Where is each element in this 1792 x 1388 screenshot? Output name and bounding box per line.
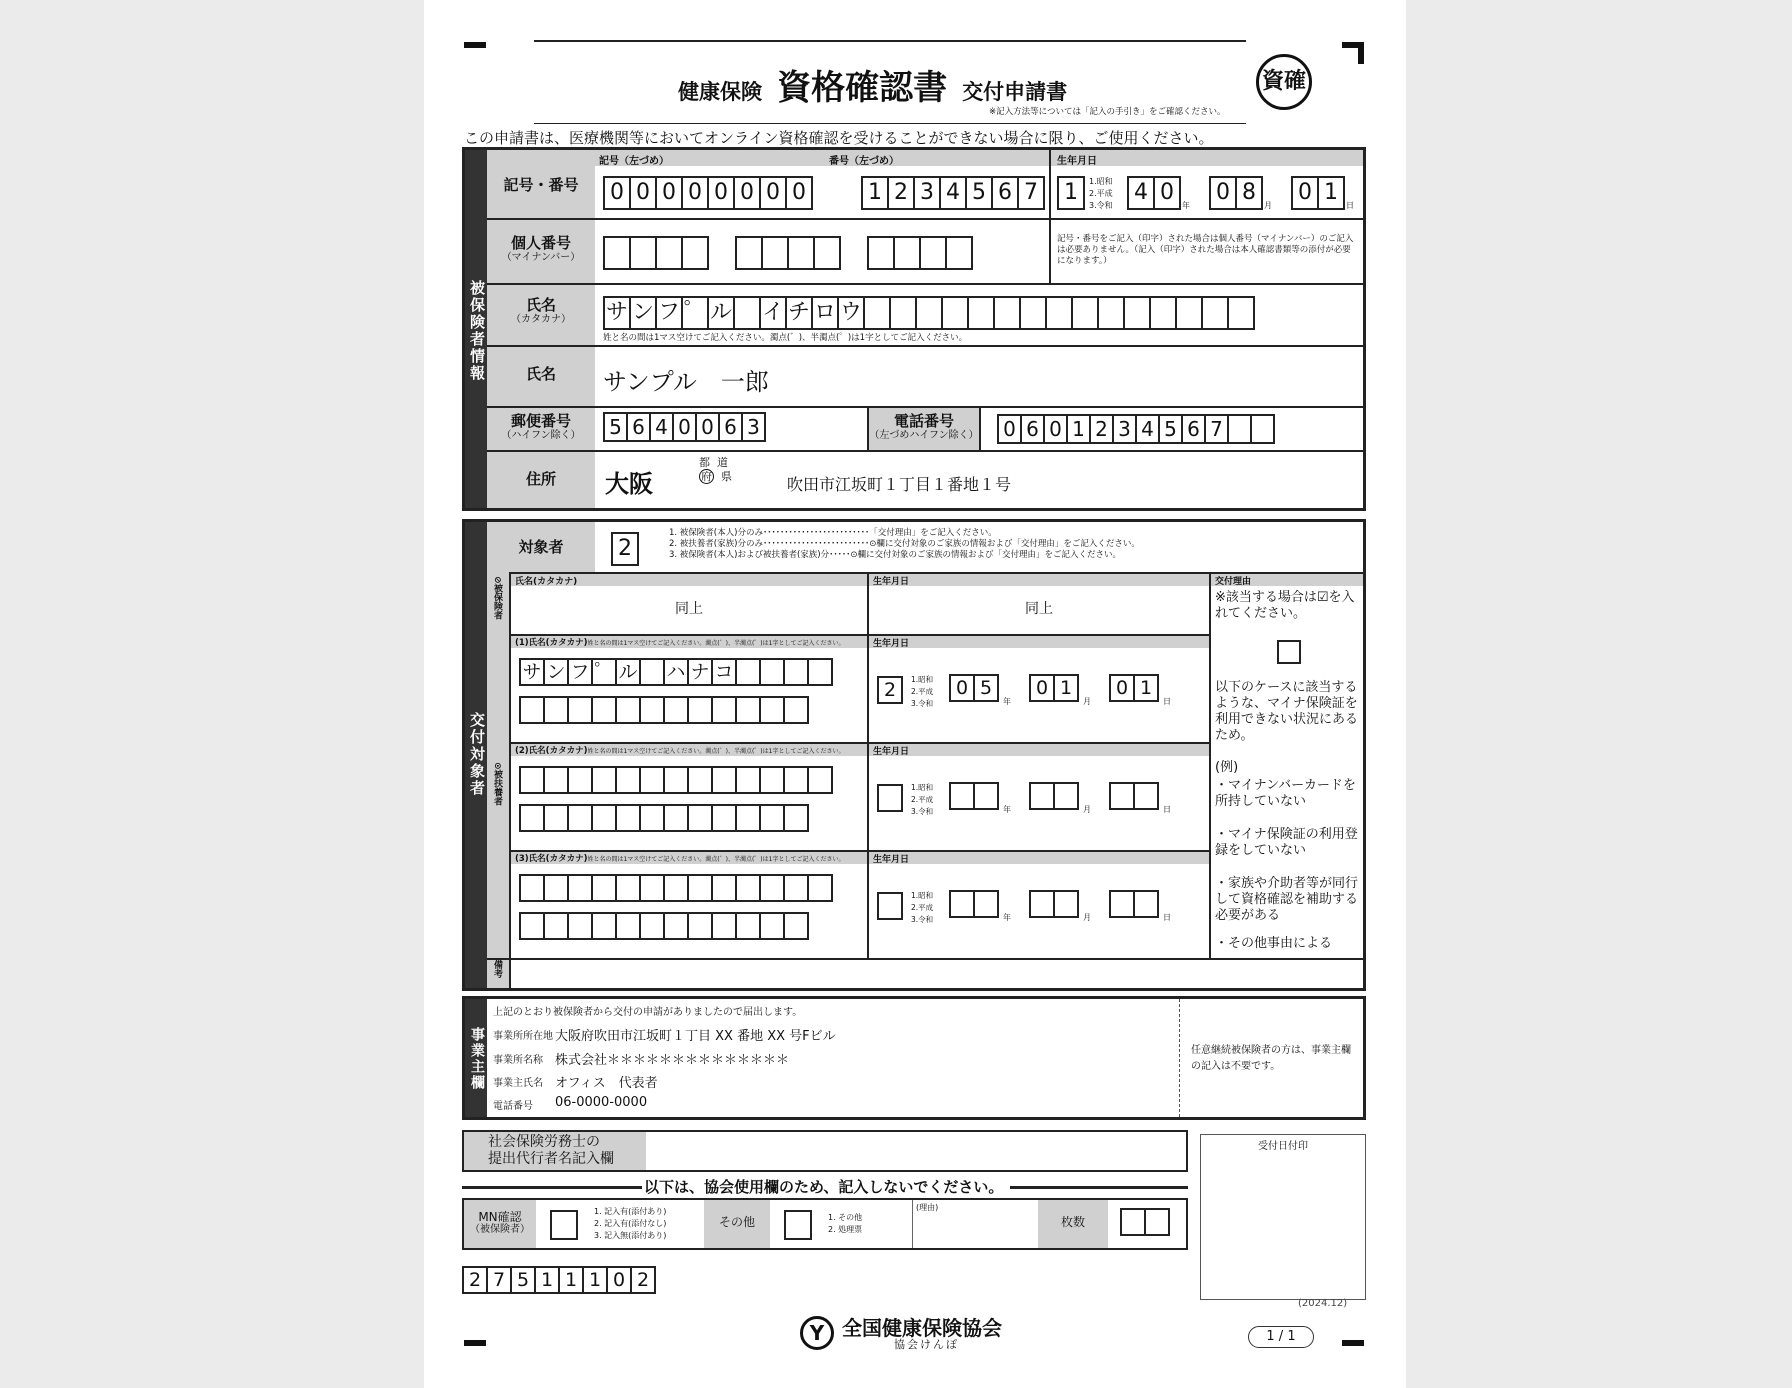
mynumber-boxes[interactable] xyxy=(603,236,971,270)
agent-field[interactable]: 社会保険労務士の 提出代行者名記入欄 xyxy=(462,1130,1188,1172)
char-box[interactable]: ル xyxy=(615,658,641,686)
section-side-label: 交付対象者 xyxy=(468,712,486,797)
char-box[interactable] xyxy=(807,766,833,794)
char-box[interactable] xyxy=(567,804,593,832)
dependent-kana-row1[interactable] xyxy=(519,874,831,902)
receipt-stamp-box: 受付日付印 xyxy=(1200,1134,1366,1300)
char-box[interactable]: 6 xyxy=(1020,414,1045,444)
char-box[interactable] xyxy=(639,658,665,686)
dependent-month-boxes[interactable] xyxy=(1029,782,1077,810)
office-name[interactable]: 株式会社＊＊＊＊＊＊＊＊＊＊＊＊＊＊ xyxy=(555,1053,790,1068)
char-box[interactable]: サ xyxy=(519,658,545,686)
char-box[interactable]: フ xyxy=(567,658,593,686)
application-form xyxy=(424,0,1406,1388)
dependent-month-boxes[interactable]: 0 1 xyxy=(1029,674,1077,702)
char-box[interactable] xyxy=(783,658,809,686)
kana-note: 姓と名の間は1マス空けてご記入ください。濁点(゛)、半濁点(゜)は1字としてご記入ください。 xyxy=(603,333,968,343)
char-box[interactable]: 7 xyxy=(1204,414,1229,444)
code-digit: 5 xyxy=(510,1266,536,1294)
char-box[interactable] xyxy=(519,874,545,902)
employer-section: 事業主欄 上記のとおり被保険者から交付の申請がありましたので届出します。 事業所所在地 大阪府吹田市江坂町１丁目 XX 番地 XX 号Fビル 事業所名称 株式会社＊＊＊＊＊＊＊＊＊＊＊＊＊＊ 事業主氏名 オフィス 代表者 電話番号 06-0000-0000 任意継続被保険者の方は、事業主欄の記入は不要です。 xyxy=(462,996,1366,1120)
insured-birth-same: 同上 xyxy=(1025,601,1053,617)
dependent-name-header: (3)氏名(カタカナ)姓と名の間は1マス空けてご記入ください。濁点(゛)、半濁点(゜)は1字としてご記入ください。 xyxy=(515,854,845,864)
target-options: 1. 被保険者(本人)分のみ･････････････････････････「交付理由」をご記入ください。 2. 被扶養者(家族)分のみ･････････････････････････⊙欄に交付対象のご家族の情報および「交付理由」をご記入ください。 3. 被保険者(本人)および被扶養者(家族)分･････⊙欄に交付対象のご家族の情報および「交付理由」をご記入ください。 xyxy=(669,528,1140,561)
tel-label: 電話番号 （左づめハイフン除く） xyxy=(869,408,979,450)
dependent-era-box[interactable]: 2 xyxy=(877,676,901,704)
kana-label: 氏名 （カタカナ） xyxy=(511,296,571,325)
dependent-month-boxes[interactable] xyxy=(1029,890,1077,918)
char-box[interactable] xyxy=(687,804,713,832)
char-box[interactable] xyxy=(807,874,833,902)
char-box[interactable] xyxy=(711,696,737,724)
char-box[interactable]: チ xyxy=(785,296,813,330)
example-2: ・マイナ保険証の利用登録をしていない xyxy=(1215,827,1358,858)
char-box[interactable] xyxy=(687,874,713,902)
code-digit: 7 xyxy=(486,1266,512,1294)
char-box[interactable] xyxy=(519,804,545,832)
char-box[interactable] xyxy=(663,874,689,902)
dependent-day-boxes[interactable] xyxy=(1109,782,1157,810)
char-box[interactable]: ル xyxy=(707,296,735,330)
dependent-day-boxes[interactable] xyxy=(1109,890,1157,918)
char-box[interactable] xyxy=(759,696,785,724)
char-box[interactable] xyxy=(591,696,617,724)
code-digit: 2 xyxy=(630,1266,656,1294)
char-box[interactable] xyxy=(783,696,809,724)
char-box[interactable] xyxy=(863,296,891,330)
owner-name[interactable]: オフィス 代表者 xyxy=(555,1076,658,1091)
kigo-boxes[interactable]: 0 0 0 0 0 0 0 0 xyxy=(603,176,811,210)
char-box[interactable] xyxy=(783,766,809,794)
char-box[interactable] xyxy=(807,658,833,686)
char-box[interactable] xyxy=(1045,296,1073,330)
char-box[interactable]: 6 xyxy=(1181,414,1206,444)
char-box[interactable] xyxy=(543,874,569,902)
char-box[interactable] xyxy=(759,804,785,832)
era-options: 1.昭和 2.平成 3.令和 xyxy=(911,675,934,708)
char-box[interactable] xyxy=(591,874,617,902)
dependent-era-box[interactable] xyxy=(877,784,901,812)
reason-text: 以下のケースに該当するような、マイナ保険証を利用できない状況にあるため。 xyxy=(1215,680,1359,743)
dependent-kana-row2[interactable] xyxy=(519,696,807,724)
reason-checkbox[interactable] xyxy=(1277,640,1301,664)
char-box[interactable] xyxy=(1227,414,1252,444)
char-box[interactable] xyxy=(1097,296,1125,330)
char-box[interactable] xyxy=(615,804,641,832)
char-box[interactable] xyxy=(567,874,593,902)
char-box[interactable]: 0 xyxy=(997,414,1022,444)
char-box[interactable]: 3 xyxy=(1112,414,1137,444)
version-label: (2024.12) xyxy=(1298,1298,1348,1309)
example-1: ・マイナンバーカードを所持していない xyxy=(1215,778,1356,809)
kigo-bango-label: 記号・番号 xyxy=(503,176,579,194)
birth-year-boxes[interactable]: 4 0 xyxy=(1127,176,1179,210)
dependent-day-boxes[interactable]: 0 1 xyxy=(1109,674,1157,702)
char-box[interactable] xyxy=(1250,414,1275,444)
char-box[interactable] xyxy=(663,912,689,940)
section-side-label: 事業主欄 xyxy=(469,1027,485,1091)
code-digit: 0 xyxy=(606,1266,632,1294)
char-box[interactable]: ゜ xyxy=(681,296,709,330)
char-box[interactable]: フ xyxy=(655,296,683,330)
char-box[interactable] xyxy=(889,296,917,330)
target-box[interactable]: 2 xyxy=(611,532,637,566)
char-box[interactable] xyxy=(687,766,713,794)
mynumber-note: 記号・番号をご記入（印字）された場合は個人番号（マイナンバー）のご記入は必要ありません。（記入（印字）された場合は本人確認書類等の添付が必要になります。） xyxy=(1057,234,1354,267)
char-box[interactable] xyxy=(663,696,689,724)
name-label: 氏名 xyxy=(525,365,556,383)
prefecture[interactable]: 大阪 xyxy=(605,470,653,498)
era-options: 1.昭和 2.平成 3.令和 xyxy=(1089,177,1113,210)
birth-era-box[interactable]: 1 xyxy=(1057,176,1083,210)
dependent-kana-row1[interactable] xyxy=(519,766,831,794)
char-box[interactable]: コ xyxy=(711,658,737,686)
kana-name-boxes[interactable] xyxy=(603,296,1253,330)
char-box[interactable] xyxy=(735,874,761,902)
char-box[interactable] xyxy=(639,912,665,940)
char-box[interactable] xyxy=(711,804,737,832)
char-box[interactable] xyxy=(993,296,1021,330)
corner-mark xyxy=(1358,42,1364,64)
target-label: 対象者 xyxy=(518,538,564,556)
char-box[interactable] xyxy=(615,696,641,724)
char-box[interactable] xyxy=(711,912,737,940)
dependent-year-boxes[interactable] xyxy=(949,782,997,810)
char-box[interactable]: イ xyxy=(759,296,787,330)
char-box[interactable] xyxy=(733,296,761,330)
char-box[interactable] xyxy=(591,804,617,832)
char-box[interactable] xyxy=(1071,296,1099,330)
char-box[interactable] xyxy=(567,696,593,724)
char-box[interactable] xyxy=(687,912,713,940)
insured-side: ⊘被保険者 xyxy=(492,576,502,620)
other-check-box xyxy=(784,1210,812,1240)
char-box[interactable]: 0 xyxy=(1043,414,1068,444)
dependent-era-box[interactable] xyxy=(877,892,901,920)
char-box[interactable] xyxy=(1227,296,1255,330)
char-box[interactable] xyxy=(967,296,995,330)
form-code xyxy=(462,1266,654,1294)
char-box[interactable] xyxy=(759,912,785,940)
office-phone[interactable]: 06-0000-0000 xyxy=(555,1095,648,1110)
birth-month-boxes[interactable]: 0 8 xyxy=(1209,176,1261,210)
org-logo-icon: Y xyxy=(800,1316,834,1350)
dependent-year-boxes[interactable]: 0 5 xyxy=(949,674,997,702)
char-box[interactable]: 1 xyxy=(1066,414,1091,444)
pref-marks: 都 道 府 県 xyxy=(699,456,732,483)
char-box[interactable] xyxy=(567,766,593,794)
era-options: 1.昭和 2.平成 3.令和 xyxy=(911,783,934,816)
char-box[interactable]: ハ xyxy=(663,658,689,686)
org-sub: 協会けんぽ xyxy=(894,1338,959,1351)
era-options: 1.昭和 2.平成 3.令和 xyxy=(911,891,934,924)
char-box[interactable] xyxy=(639,874,665,902)
mynumber-label: 個人番号 （マイナンバー） xyxy=(501,234,581,263)
example-4: ・その他事由による xyxy=(1215,936,1333,951)
char-box[interactable] xyxy=(711,874,737,902)
address-label: 住所 xyxy=(525,470,556,488)
name-value[interactable]: サンプル 一郎 xyxy=(603,368,769,396)
char-box[interactable] xyxy=(735,804,761,832)
char-box[interactable] xyxy=(759,658,785,686)
char-box[interactable] xyxy=(519,766,545,794)
employer-note: 任意継続被保険者の方は、事業主欄の記入は不要です。 xyxy=(1191,1045,1351,1072)
char-box[interactable]: ロ xyxy=(811,296,839,330)
dependent-year-boxes[interactable] xyxy=(949,890,997,918)
dependent-kana-row2[interactable] xyxy=(519,912,807,940)
employer-head: 上記のとおり被保険者から交付の申請がありましたので届出します。 xyxy=(493,1007,803,1018)
char-box[interactable] xyxy=(735,912,761,940)
dependent-kana-row1[interactable] xyxy=(519,658,831,686)
char-box[interactable] xyxy=(543,766,569,794)
code-digit: 2 xyxy=(462,1266,488,1294)
char-box[interactable] xyxy=(783,874,809,902)
char-box[interactable] xyxy=(663,766,689,794)
corner-mark xyxy=(1342,1340,1364,1346)
office-banner: 以下は、協会使用欄のため、記入しないでください。 xyxy=(644,1178,1004,1196)
char-box[interactable]: 5 xyxy=(1158,414,1183,444)
char-box[interactable] xyxy=(1123,296,1151,330)
char-box[interactable] xyxy=(783,912,809,940)
insured-name-same: 同上 xyxy=(675,601,703,617)
char-box[interactable]: サ xyxy=(603,296,631,330)
count-boxes xyxy=(1120,1208,1168,1236)
birth-day-boxes[interactable]: 0 1 xyxy=(1291,176,1343,210)
char-box[interactable] xyxy=(639,804,665,832)
char-box[interactable] xyxy=(615,766,641,794)
char-box[interactable] xyxy=(615,874,641,902)
char-box[interactable] xyxy=(543,696,569,724)
char-box[interactable] xyxy=(915,296,943,330)
remarks-label: 備考 xyxy=(492,960,502,978)
badge-stamp: 資確 xyxy=(1256,54,1312,110)
char-box[interactable] xyxy=(639,696,665,724)
char-box[interactable] xyxy=(519,912,545,940)
reason-instruction: ※該当する場合は☑を入れてください。 xyxy=(1215,590,1355,621)
office-address[interactable]: 大阪府吹田市江坂町１丁目 XX 番地 XX 号Fビル xyxy=(555,1029,836,1044)
char-box[interactable] xyxy=(543,804,569,832)
corner-mark xyxy=(464,1340,486,1346)
code-digit: 1 xyxy=(582,1266,608,1294)
char-box[interactable] xyxy=(591,766,617,794)
page-indicator: 1 / 1 xyxy=(1248,1326,1314,1348)
org-name: 全国健康保険協会 xyxy=(842,1316,1002,1340)
char-box[interactable] xyxy=(591,912,617,940)
char-box[interactable]: ン xyxy=(629,296,657,330)
form-title: 健康保険 資格確認書 交付申請書 xyxy=(678,68,1068,108)
char-box[interactable] xyxy=(735,766,761,794)
char-box[interactable] xyxy=(1149,296,1177,330)
zip-boxes[interactable]: 5 6 4 0 0 6 3 xyxy=(603,412,764,442)
char-box[interactable]: ン xyxy=(543,658,569,686)
char-box[interactable]: ナ xyxy=(687,658,713,686)
bango-boxes[interactable]: 1 2 3 4 5 6 7 xyxy=(861,176,1043,210)
char-box[interactable]: 4 xyxy=(1135,414,1160,444)
code-digit: 1 xyxy=(534,1266,560,1294)
char-box[interactable] xyxy=(1175,296,1203,330)
char-box[interactable] xyxy=(759,874,785,902)
char-box[interactable] xyxy=(687,696,713,724)
char-box[interactable] xyxy=(639,766,665,794)
tel-boxes[interactable] xyxy=(997,414,1273,444)
char-box[interactable] xyxy=(759,766,785,794)
intro-text: この申請書は、医療機関等においてオンライン資格確認を受けることができない場合に限り、ご使用ください。 xyxy=(464,129,1214,147)
char-box[interactable] xyxy=(711,766,737,794)
char-box[interactable] xyxy=(567,912,593,940)
char-box[interactable] xyxy=(1201,296,1229,330)
example-3: ・家族や介助者等が同行して資格確認を補助する必要がある xyxy=(1215,876,1359,923)
char-box[interactable] xyxy=(735,658,761,686)
dependent-name-header: (1)氏名(カタカナ)姓と名の間は1マス空けてご記入ください。濁点(゛)、半濁点(゜)は1字としてご記入ください。 xyxy=(515,638,845,648)
title-note: ※記入方法等については「記入の手引き」をご確認ください。 xyxy=(989,107,1226,117)
char-box[interactable]: ウ xyxy=(837,296,865,330)
char-box[interactable]: 2 xyxy=(1089,414,1114,444)
char-box[interactable] xyxy=(735,696,761,724)
dependent-name-header: (2)氏名(カタカナ)姓と名の間は1マス空けてご記入ください。濁点(゛)、半濁点(゜)は1字としてご記入ください。 xyxy=(515,746,845,756)
section-side-label: 被保険者情報 xyxy=(468,280,486,382)
target-section: 交付対象者 対象者 2 1. 被保険者(本人)分のみ･････････････････････････「交付理由」をご記入ください。 2. 被扶養者(家族)分のみ･････････････････････････⊙欄に交付対象のご家族の情報および「交付理由」をご記入ください。 3. 被保険者(本人)および被扶養者(家族)分･････⊙欄に交付対象のご家族の情報および「交付理由」をご記入ください。 ⊘被保険者 ⊙被扶養者 備考 氏名(カタカナ) 生年月日 交付理由 同上 同上 ※該当する場合は☑を入れてください。 以下のケースに該当するような、マイナ保険証を利用できない状況にあるため。 (例) ・マイナンバーカードを所持していない ・マイナ保険証の利用登録をしていない ・家族や介助者等が同行して資格確認を補助する必要がある ・その他事由による (1)氏名(カタカナ)姓と名の間は1マス空けてご記入ください。濁点(゛)、半濁点(゜)は1字としてご記入ください。 生年月日 サ ン フ ゜ ル ハ ナ コ 2 1.昭和 2.平成 3.令和 0 5 年 0 1 月 0 1 日 (2)氏名(カタカナ)姓と名の間は1マス空けてご記入ください。濁点(゛)、半濁点(゜)は1字としてご記入ください。 生年月日 1.昭和 2.平成 3.令和 年 月 日 (3)氏名(カタカナ)姓と名の間は1マス空けてご記入ください。濁点(゛)、半濁点(゜)は1字としてご記入ください。 生年月日 1.昭和 2.平成 3.令和 年 月 日 xyxy=(462,519,1366,991)
office-use-box: MN確認 （被保険者） 1. 記入有(添付あり) 2. 記入有(添付なし) 3. 記入無(添付あり) その他 1. その他 2. 処理票 (理由) 枚数 xyxy=(462,1198,1188,1250)
code-digit: 1 xyxy=(558,1266,584,1294)
char-box[interactable] xyxy=(519,696,545,724)
address-value[interactable]: 吹田市江坂町１丁目１番地１号 xyxy=(787,475,1012,494)
mn-check-box xyxy=(550,1210,578,1240)
char-box[interactable] xyxy=(1019,296,1047,330)
dependent-kana-row2[interactable] xyxy=(519,804,807,832)
corner-mark xyxy=(464,42,486,48)
zip-label: 郵便番号 （ハイフン除く） xyxy=(501,412,581,441)
char-box[interactable] xyxy=(941,296,969,330)
char-box[interactable] xyxy=(783,804,809,832)
char-box[interactable]: ゜ xyxy=(591,658,617,686)
dependent-side: ⊙被扶養者 xyxy=(492,762,502,806)
char-box[interactable] xyxy=(663,804,689,832)
char-box[interactable] xyxy=(543,912,569,940)
char-box[interactable] xyxy=(615,912,641,940)
insured-section: 被保険者情報 記号（左づめ） 番号（左づめ） 生年月日 記号・番号 0 0 0 0 0 0 0 0 1 2 3 4 5 6 7 1 1.昭和 2.平成 3.令和 4 0 年 0 8 月 0 1 日 個人番号 （マイナンバー） 記号・番号をご記入（印字）された場合は個人番号（マイナンバー）のご記入は必要ありません。（記入（印字）された場合は本人確認書類等の添付が必要になります。） 氏名 （カタカナ） サ ン フ ゜ ル イ チ ロ ウ 姓と名の間は1マス空けてご記入ください。濁点(゛)、半濁点(゜)は1字としてご記入ください。 氏名 サンプル 一郎 郵便番号 （ハイフン除く） 5 6 4 0 0 6 3 電話番号 （左づめハイフン除く） 0 6 0 1 2 3 4 5 6 7 住所 大阪 都 道 府 県 吹田市江坂町１丁目１番地１号 xyxy=(462,147,1366,511)
